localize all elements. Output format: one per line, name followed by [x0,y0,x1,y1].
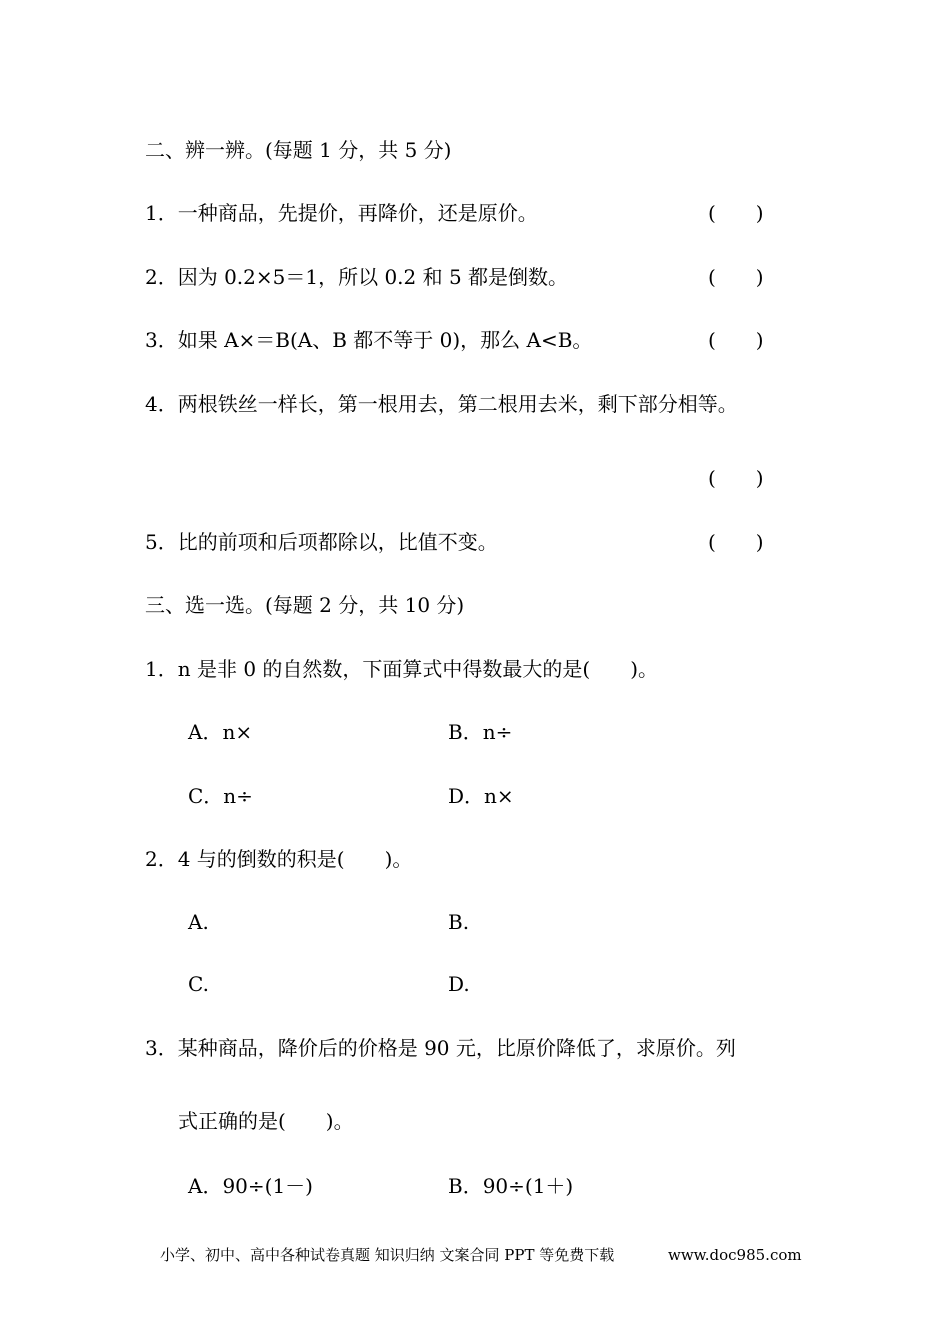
s2-q1-answer-blank[interactable]: ( ) [708,201,764,225]
s3-q3-text-line2: 式正确的是( )。 [178,1109,354,1133]
s3-q1-option-b[interactable]: B．n÷ [448,720,513,744]
s2-q2-text: 2．因为 0.2×5＝1，所以 0.2 和 5 都是倒数。 [145,265,569,289]
s3-q2-option-d[interactable]: D. [448,972,470,996]
s3-q3-option-a[interactable]: A．90÷(1－) [188,1174,313,1198]
section3-heading: 三、选一选。(每题 2 分，共 10 分) [145,593,465,617]
section2-heading: 二、辨一辨。(每题 1 分，共 5 分) [145,138,452,162]
s3-q3-text-line1: 3．某种商品，降价后的价格是 90 元，比原价降低了，求原价。列 [145,1036,736,1060]
s3-q1-option-d[interactable]: D．n× [448,784,514,808]
s3-q2-option-a[interactable]: A. [188,910,209,934]
s3-q2-option-c[interactable]: C. [188,972,209,996]
s2-q4-answer-blank[interactable]: ( ) [708,466,764,490]
s2-q3-answer-blank[interactable]: ( ) [708,328,764,352]
s3-q2-text: 2．4 与的倒数的积是( )。 [145,847,413,871]
s2-q5-answer-blank[interactable]: ( ) [708,530,764,554]
s3-q1-text: 1．n 是非 0 的自然数，下面算式中得数最大的是( )。 [145,657,659,681]
s2-q2-answer-blank[interactable]: ( ) [708,265,764,289]
footer-text: 小学、初中、高中各种试卷真题 知识归纳 文案合同 PPT 等免费下载 [160,1246,615,1264]
s3-q1-option-a[interactable]: A．n× [188,720,253,744]
s2-q4-text: 4．两根铁丝一样长，第一根用去，第二根用去米，剩下部分相等。 [145,392,738,416]
s3-q2-option-b[interactable]: B. [448,910,470,934]
s3-q3-option-b[interactable]: B．90÷(1＋) [448,1174,574,1198]
s2-q3-text: 3．如果 A×＝B(A、B 都不等于 0)，那么 A<B。 [145,328,593,352]
footer-url[interactable]: www.doc985.com [668,1246,802,1264]
s2-q1-text: 1．一种商品，先提价，再降价，还是原价。 [145,201,538,225]
s2-q5-text: 5．比的前项和后项都除以，比值不变。 [145,530,498,554]
s3-q1-option-c[interactable]: C．n÷ [188,784,253,808]
